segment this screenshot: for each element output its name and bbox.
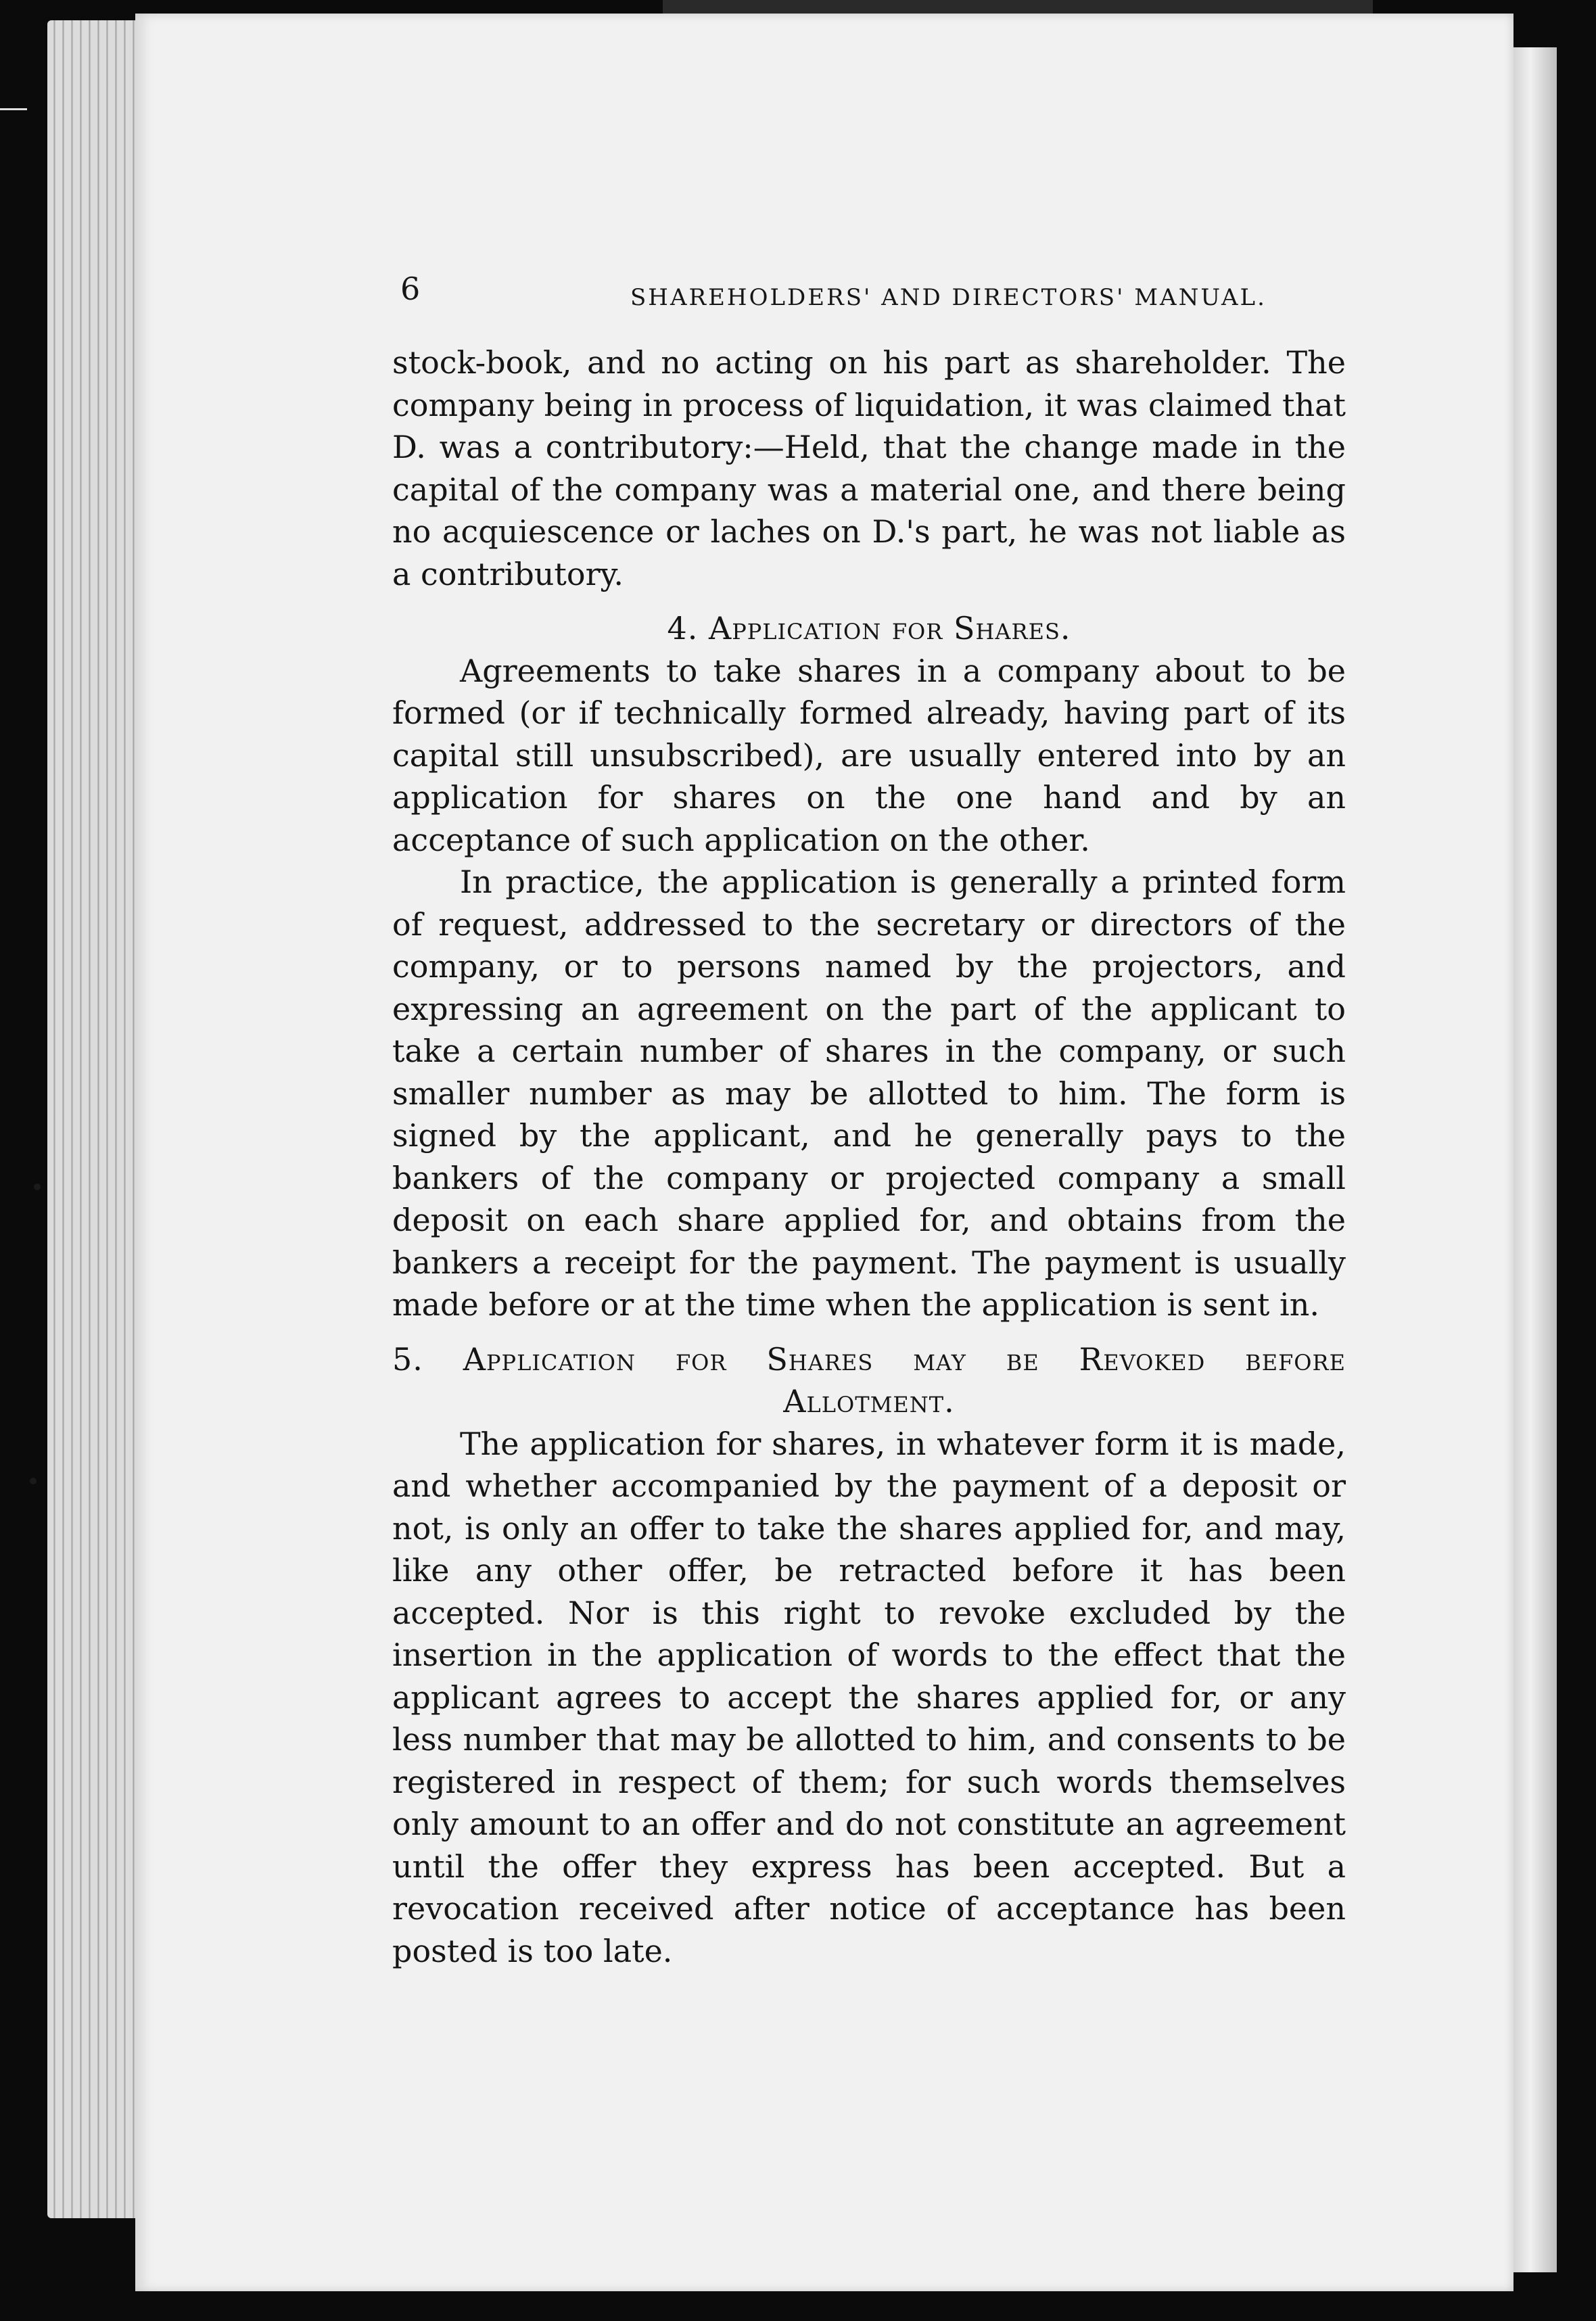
section-heading-5-line1: 5. Application for Shares may be Revoked before [392, 1340, 1346, 1378]
page-number: 6 [400, 271, 421, 307]
paragraph-agreements: Agreements to take shares in a company about to be formed (or if technically formed already, having part of its capital still unsubscribed), are usually entered into by an application for shares on the one hand and by an acceptance of such application on the other. [392, 652, 1346, 858]
paragraph-revocation: The application for shares, in whatever form it is made, and whether accompanied by the payment of a deposit or not, is only an offer to take the shares applied for, and may, like any other offer, be retracted before it has been accepted. Nor is this right to revoke excluded by the insertion in the application of words to the effect that the applicant agrees to accept the shares applied for, or any less number that may be allotted to him, and consents to be registered in respect of them; for such words themselves only amount to an offer and do not constitute an agreement until the offer they express has been accepted. But a revocation received after notice of acceptance has been posted is too late. [392, 1425, 1346, 1969]
section-heading-5 [392, 1338, 1346, 1423]
scan-speck [34, 1183, 41, 1190]
scan-speck [30, 1478, 37, 1484]
right-page-edge [1509, 47, 1557, 2272]
section-heading-5-line2: Allotment. [783, 1383, 955, 1420]
paragraph-practice: In practice, the application is generally a printed form of request, addressed to the secretary or directors of the company, or to persons named by the projectors, and expressing an agreement on the part of the applicant to take a certain number of shares in the company, or such smaller number as may be allotted to him. The form is signed by the applicant, and he generally pays to the bankers of the company or projected company a small deposit on each share applied for, and obtains from the bankers a receipt for the payment. The payment is usually made before or at the time when the application is sent in. [392, 864, 1346, 1323]
running-title: SHAREHOLDERS' AND DIRECTORS' MANUAL. [630, 284, 1267, 311]
scan-mark [0, 108, 27, 110]
page-stack-edges [47, 20, 142, 2218]
section-heading-4: 4. Application for Shares. [667, 610, 1071, 647]
page-header [265, 271, 1340, 318]
body-text [392, 342, 1346, 1972]
paragraph-continuation: stock-book, and no acting on his part as shareholder. The company being in process of liquidation, it was claimed that D. was a contributory:—Held, that the change made in the capital of the company was a material one, and there being no acquiescence or laches on D.'s part, he was not liable as a contributory. [392, 344, 1346, 592]
